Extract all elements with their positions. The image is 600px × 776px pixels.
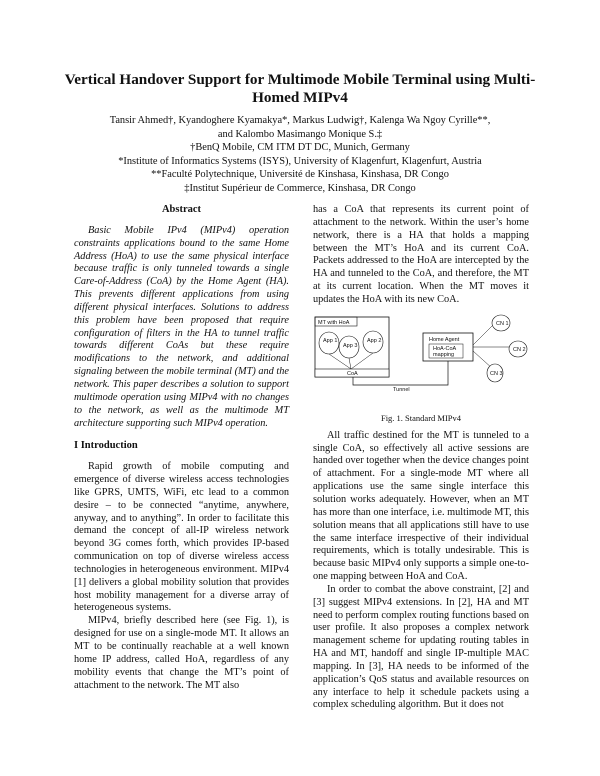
tunnel-label: Tunnel: [393, 386, 410, 393]
paper-title: Vertical Handover Support for Multimode Mobile Terminal using Multi-Homed MIPv4: [64, 71, 536, 106]
intro-paragraph-2: MIPv4, briefly described here (see Fig. 1), is designed for use on a single-mode MT. It allows an MT to be continually reachable at a well known home IP address, called HoA, regardless of any mobility events that change the MT’s point of attachment to the network. The MT also: [74, 615, 289, 691]
left-column: [74, 204, 289, 692]
app-3-label: App 3: [343, 342, 358, 349]
author-line-1: Tansir Ahmed†, Kyandoghere Kyamakya*, Markus Ludwig†, Kalenga Wa Ngoy Cyrille**,: [109, 115, 491, 126]
author-block: [80, 114, 520, 196]
affiliation-4: ‡Institut Supérieur de Commerce, Kinshasa, DR Congo: [184, 182, 416, 194]
right-paragraph-2: In order to combat the above constraint, [2] and [3] suggest MIPv4 extensions. In [2], HA and MT need to perform complex routing functions based on user profile. It also proposes a complex network management scheme for updating routing tables in HA and MT, handoff and single IP-multiple MAC mapping. In [3], HA needs to be informed of the application’s QoS status and available resources on any interface to help it schedule packets using a complex scheduling algorithm. But it does not: [313, 583, 529, 711]
right-paragraph-1: All traffic destined for the MT is tunneled to a single CoA, so effectively all active sessions are handed over together when the device changes point of attachment. For a single-mode MT where all applications use the same single interface this solution works adequately. However, when an MT has more than one interface, i.e. multimode MT, this solution means that all applications still have to use the same interface irrespective of their individual requirements, which is totally undesirable. This is because basic MIPv4 only supports a simple one-to-one mapping between HoA and CoA.: [313, 429, 529, 583]
affiliation-1: †BenQ Mobile, CM ITM DT DC, Munich, Germany: [190, 142, 410, 154]
author-line-2: and Kalombo Masimango Monique S.‡: [217, 128, 383, 140]
intro-paragraph-1: Rapid growth of mobile computing and emergence of diverse wireless access technologies like GPRS, UMTS, WiFi, etc lead to a common desire – to be connected “anytime, anywhere, anyway, and to anything”. In order to facilitate this demand the concept of all-IP wireless network beyond 3G comes forth, which provides IP-based communication on top of diverse wireless access technologies in heterogeneous environment. MIPv4 [1] delivers a global mobility solution that provides host mobility management for a diverse array of heterogeneous systems.: [74, 461, 289, 614]
coa-label: CoA: [347, 370, 358, 377]
cn-2-label: CN 2: [513, 346, 526, 353]
affiliation-3: **Faculté Polytechnique, Université de Kinshasa, Kinshasa, DR Congo: [151, 169, 449, 181]
app-1-label: App 1: [323, 337, 338, 344]
mapping-label-1: HoA-CoA: [433, 345, 457, 352]
figure-caption: Fig. 1. Standard MIPv4: [380, 412, 462, 423]
app-2-label: App 2: [367, 337, 382, 344]
figure-standard-mipv4: [313, 311, 529, 411]
right-paragraph-0: has a CoA that represents its current point of attachment to the network. Within the user’s home network, there is a HA that holds a mapping between the MT’s HoA and its current CoA. Packets addressed to the HoA are intercepted by the HA and tunneled to the CoA, and therefore, the MT at its current location. When the MT moves it updates the HoA with its new CoA.: [313, 204, 529, 305]
cn-1-label: CN 1: [496, 320, 509, 327]
abstract-heading: Abstract: [161, 204, 202, 215]
right-column: [313, 204, 529, 712]
abstract-text: Basic Mobile IPv4 (MIPv4) operation constraints applications bound to the same Home Address (HoA) to use the same physical interface because traffic is only tunneled towards a single Care-of-Address (CoA) by the Home Agent (HA). This prevents different applications from using different physical interfaces. Solutions to address this problem have been proposed that require configuration of filters in the HA to tunnel traffic towards different CoAs but these require modifications to the network, and additional signaling between the mobile terminal (MT) and the network. This paper describes a solution to support multimode operation using MIPv4 with no changes to the network, as well as the multimode MT architecture supporting such MIPv4 operation.: [74, 224, 289, 429]
cn-3-label: CN 3: [490, 370, 503, 377]
home-agent-label: Home Agent: [429, 336, 460, 343]
mapping-label-2: mapping: [433, 351, 455, 358]
mipv4-diagram: [313, 311, 529, 411]
section-heading-introduction: I Introduction: [74, 440, 138, 452]
affiliation-2: *Institute of Informatics Systems (ISYS), University of Klagenfurt, Klagenfurt, Austria: [118, 155, 482, 167]
mt-label: MT with HoA: [318, 319, 350, 326]
